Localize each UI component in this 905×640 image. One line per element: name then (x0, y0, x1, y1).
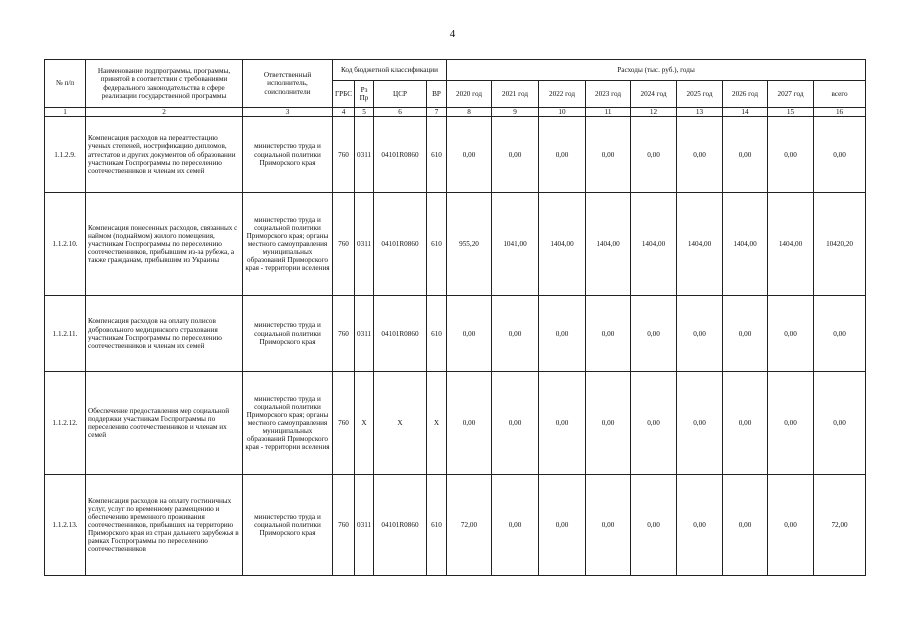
row-value: 0,00 (631, 296, 677, 372)
row-responsible: министерство труда и социальной политики Приморского края (243, 296, 333, 372)
column-index: 12 (631, 108, 677, 117)
row-value: 0,00 (447, 296, 492, 372)
row-total: 0,00 (814, 372, 866, 475)
row-vr: 610 (427, 296, 447, 372)
header-num: № п/п (45, 60, 86, 108)
row-vr: X (427, 372, 447, 475)
row-value: 0,00 (586, 475, 631, 576)
row-value: 0,00 (539, 475, 586, 576)
row-rzpr: 0311 (355, 117, 374, 193)
header-year: 2020 год (447, 81, 492, 108)
row-vr: 610 (427, 117, 447, 193)
header-csr: ЦСР (374, 81, 427, 108)
column-index: 3 (243, 108, 333, 117)
row-total: 0,00 (814, 296, 866, 372)
row-name: Обеспечение предоставления мер социальной поддержки участникам Госпрограммы по переселению соотечественников и членам их семей (86, 372, 243, 475)
column-index: 5 (355, 108, 374, 117)
header-expenses-group: Расходы (тыс. руб.), годы (447, 60, 866, 81)
row-grbs: 760 (333, 117, 355, 193)
row-csr: 04101R0860 (374, 117, 427, 193)
row-value: 0,00 (586, 117, 631, 193)
header-year: 2026 год (723, 81, 768, 108)
row-value: 0,00 (586, 296, 631, 372)
row-value: 0,00 (723, 296, 768, 372)
row-number: 1.1.2.11. (45, 296, 86, 372)
column-index: 16 (814, 108, 866, 117)
row-number: 1.1.2.10. (45, 193, 86, 296)
page-number: 4 (449, 28, 456, 40)
row-value: 0,00 (677, 117, 723, 193)
row-rzpr: X (355, 372, 374, 475)
row-value: 0,00 (677, 296, 723, 372)
row-grbs: 760 (333, 296, 355, 372)
header-total: всего (814, 81, 866, 108)
column-index: 13 (677, 108, 723, 117)
row-responsible: министерство труда и социальной политики Приморского края (243, 475, 333, 576)
header-grbs: ГРБС (333, 81, 355, 108)
row-rzpr: 0311 (355, 193, 374, 296)
row-value: 1404,00 (631, 193, 677, 296)
table-row (45, 193, 866, 296)
row-number: 1.1.2.12. (45, 372, 86, 475)
column-index: 9 (492, 108, 539, 117)
header-responsible: Ответственный исполнитель, соисполнители (243, 60, 333, 108)
row-value: 0,00 (768, 117, 814, 193)
row-number: 1.1.2.13. (45, 475, 86, 576)
column-index: 10 (539, 108, 586, 117)
row-value: 0,00 (631, 372, 677, 475)
row-value: 0,00 (447, 372, 492, 475)
row-value: 0,00 (723, 117, 768, 193)
row-value: 0,00 (723, 475, 768, 576)
budget-table (44, 59, 866, 576)
column-index: 2 (86, 108, 243, 117)
row-total: 0,00 (814, 117, 866, 193)
row-total: 72,00 (814, 475, 866, 576)
column-index: 1 (45, 108, 86, 117)
row-value: 1404,00 (539, 193, 586, 296)
header-name: Наименование подпрограммы, программы, принятой в соответствии с требованиями федерального законодательства в сфере реализации государственной программы (86, 60, 243, 108)
row-name: Компенсация понесенных расходов, связанных с наймом (поднаймом) жилого помещения, участникам Госпрограммы по переселению соотечественников, прибывшим из-за рубежа, а также гражданам, прибывшим из Украины (86, 193, 243, 296)
table-row (45, 296, 866, 372)
row-vr: 610 (427, 193, 447, 296)
row-number: 1.1.2.9. (45, 117, 86, 193)
row-csr: 04101R0860 (374, 193, 427, 296)
row-name: Компенсация расходов на переаттестацию ученых степеней, нострификацию дипломов, аттестатов и других документов об образовании участникам Госпрограммы по переселению соотечественников и членам их семей (86, 117, 243, 193)
row-value: 0,00 (768, 475, 814, 576)
row-value: 0,00 (768, 296, 814, 372)
row-rzpr: 0311 (355, 475, 374, 576)
row-value: 0,00 (677, 372, 723, 475)
row-value: 0,00 (586, 372, 631, 475)
row-value: 1404,00 (586, 193, 631, 296)
header-year: 2022 год (539, 81, 586, 108)
column-index: 11 (586, 108, 631, 117)
row-value: 0,00 (492, 296, 539, 372)
row-name: Компенсация расходов на оплату полисов добровольного медицинского страхования участникам Госпрограммы по переселению соотечественников и членам их семей (86, 296, 243, 372)
row-csr: X (374, 372, 427, 475)
row-value: 0,00 (768, 372, 814, 475)
row-name: Компенсация расходов на оплату гостиничных услуг, услуг по временному размещению и обеспечению временного проживания соотечественников, прибывших на территорию Приморского края из стран дальнего зарубежья в рамках Госпрограммы по переселению соотечественников (86, 475, 243, 576)
row-grbs: 760 (333, 475, 355, 576)
row-value: 0,00 (631, 475, 677, 576)
row-total: 10420,20 (814, 193, 866, 296)
header-year: 2027 год (768, 81, 814, 108)
header-year: 2021 год (492, 81, 539, 108)
row-value: 1404,00 (723, 193, 768, 296)
column-index: 6 (374, 108, 427, 117)
row-csr: 04101R0860 (374, 475, 427, 576)
table-row (45, 117, 866, 193)
row-vr: 610 (427, 475, 447, 576)
row-value: 0,00 (492, 117, 539, 193)
row-value: 0,00 (492, 475, 539, 576)
header-year: 2024 год (631, 81, 677, 108)
row-value: 0,00 (631, 117, 677, 193)
row-value: 72,00 (447, 475, 492, 576)
row-value: 0,00 (539, 296, 586, 372)
header-year: 2025 год (677, 81, 723, 108)
row-value: 1041,00 (492, 193, 539, 296)
row-value: 0,00 (492, 372, 539, 475)
row-value: 0,00 (677, 475, 723, 576)
column-index: 15 (768, 108, 814, 117)
header-year: 2023 год (586, 81, 631, 108)
row-grbs: 760 (333, 372, 355, 475)
row-csr: 04101R0860 (374, 296, 427, 372)
column-index: 14 (723, 108, 768, 117)
header-vr: ВР (427, 81, 447, 108)
table-row (45, 475, 866, 576)
table-row (45, 372, 866, 475)
row-responsible: министерство труда и социальной политики Приморского края (243, 117, 333, 193)
row-responsible: министерство труда и социальной политики Приморского края; органы местного самоуправления муниципальных образований Приморского края - территории вселения (243, 193, 333, 296)
row-value: 0,00 (539, 117, 586, 193)
row-value: 1404,00 (768, 193, 814, 296)
row-value: 0,00 (447, 117, 492, 193)
column-index-row (45, 108, 866, 117)
column-index: 4 (333, 108, 355, 117)
row-value: 0,00 (539, 372, 586, 475)
row-responsible: министерство труда и социальной политики Приморского края; органы местного самоуправления муниципальных образований Приморского края - территории вселения (243, 372, 333, 475)
row-value: 0,00 (723, 372, 768, 475)
column-index: 7 (427, 108, 447, 117)
row-value: 955,20 (447, 193, 492, 296)
row-value: 1404,00 (677, 193, 723, 296)
row-rzpr: 0311 (355, 296, 374, 372)
row-grbs: 760 (333, 193, 355, 296)
header-code-group: Код бюджетной классификации (333, 60, 447, 81)
header-rzpr: Рз Пр (355, 81, 374, 108)
column-index: 8 (447, 108, 492, 117)
